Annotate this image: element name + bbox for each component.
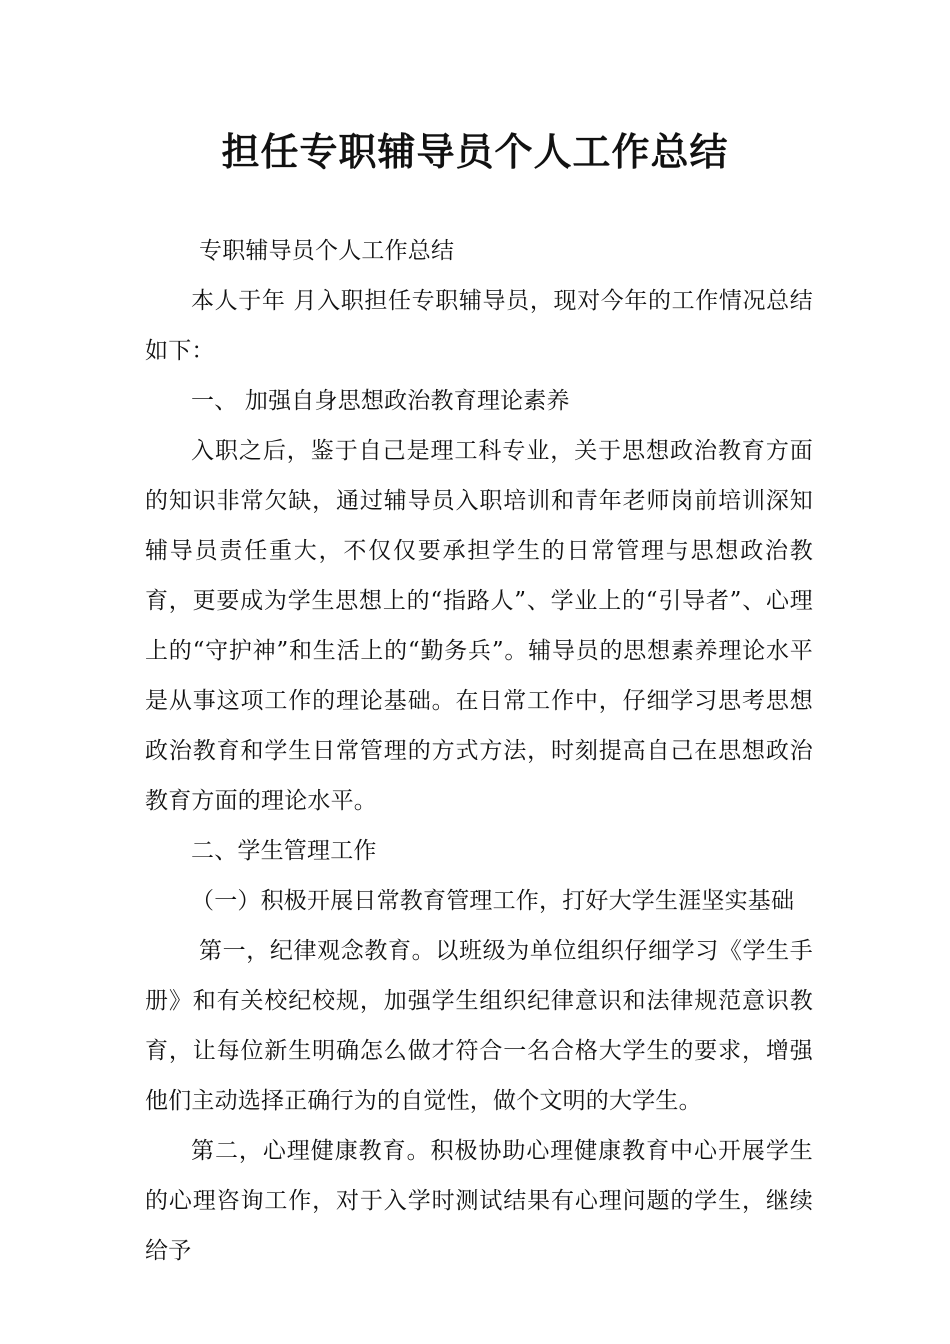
body-paragraph: 第一，纪律观念教育。以班级为单位组织仔细学习《学生手册》和有关校纪校规，加强学生组织纪律意识和法律规范意识教育，让每位新生明确怎么做才符合一名合格大学生的要求，增强他们主动选择正确行为的自觉性，做个文明的大学生。 [145,938,813,1114]
section-heading-2: 二、学生管理工作 [191,838,377,864]
body-paragraph: 第二，心理健康教育。积极协助心理健康教育中心开展学生的心理咨询工作，对于入学时测试结果有心理问题的学生，继续给予 [145,1138,813,1264]
subtitle-paragraph: 专职辅导员个人工作总结 [199,238,455,264]
intro-paragraph: 本人于年 月入职担任专职辅导员，现对今年的工作情况总结如下： [145,288,813,364]
document-title: 担任专职辅导员个人工作总结 [221,130,729,174]
body-paragraph: 入职之后，鉴于自己是理工科专业，关于思想政治教育方面的知识非常欠缺，通过辅导员入职培训和青年老师岗前培训深知辅导员责任重大，不仅仅要承担学生的日常管理与思想政治教育，更要成为学生思想上的“指路人”、学业上的“引导者”、心理上的“守护神”和生活上的“勤务兵”。辅导员的思想素养理论水平是从事这项工作的理论基础。在日常工作中，仔细学习思考思想政治教育和学生日常管理的方式方法，时刻提高自己在思想政治教育方面的理论水平。 [145,438,813,814]
document-body [145,226,813,1276]
subsection-heading: （一）积极开展日常教育管理工作，打好大学生涯坚实基础 [191,888,795,914]
section-heading-1: 一、 加强自身思想政治教育理论素养 [191,388,570,414]
